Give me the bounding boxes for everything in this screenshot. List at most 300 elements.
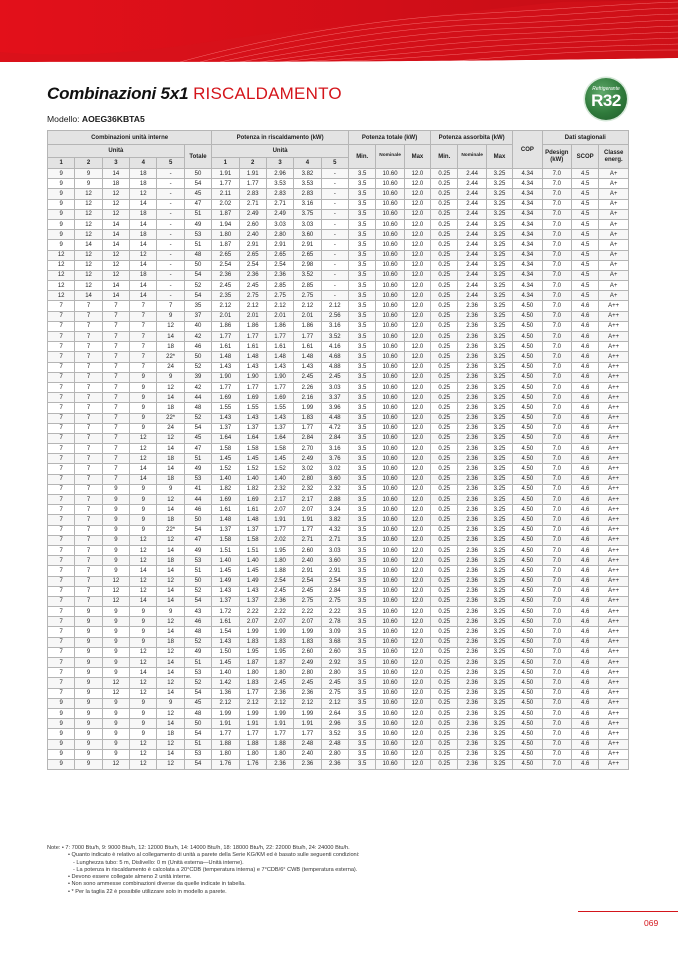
table-cell: 2.12: [239, 301, 266, 311]
table-cell: 10.60: [376, 545, 404, 555]
table-cell: 2.36: [321, 759, 348, 769]
table-cell: 12.0: [404, 270, 430, 280]
table-cell: 12.0: [404, 352, 430, 362]
table-cell: A++: [599, 637, 629, 647]
table-cell: 12: [130, 586, 157, 596]
table-cell: 9: [102, 525, 129, 535]
model-line: [47, 114, 145, 124]
table-cell: 9: [48, 719, 75, 729]
table-cell: 53: [184, 474, 211, 484]
table-cell: 4.6: [571, 556, 598, 566]
table-cell: 4.50: [513, 372, 542, 382]
table-cell: 3.5: [349, 515, 376, 525]
table-cell: 1.80: [266, 556, 293, 566]
table-row: [48, 759, 629, 769]
table-cell: 12: [157, 495, 184, 505]
table-cell: 4.6: [571, 515, 598, 525]
table-cell: 9: [48, 759, 75, 769]
table-cell: 3.5: [349, 729, 376, 739]
table-cell: 1.69: [239, 495, 266, 505]
table-cell: 7: [130, 301, 157, 311]
table-cell: 7: [48, 474, 75, 484]
table-cell: 3.96: [321, 403, 348, 413]
table-cell: 1.77: [239, 382, 266, 392]
table-cell: 1.45: [239, 454, 266, 464]
table-cell: 2.07: [266, 617, 293, 627]
table-cell: 3.5: [349, 352, 376, 362]
table-cell: 7: [75, 301, 102, 311]
table-cell: 2.65: [294, 250, 321, 260]
table-cell: 12.0: [404, 464, 430, 474]
table-cell: 12.0: [404, 230, 430, 240]
table-cell: 1.91: [212, 169, 239, 179]
table-cell: 18: [102, 179, 129, 189]
table-cell: 1.61: [212, 342, 239, 352]
table-cell: 54: [184, 759, 211, 769]
table-cell: A++: [599, 332, 629, 342]
table-cell: 51: [184, 739, 211, 749]
table-cell: 3.25: [486, 393, 512, 403]
table-cell: 0.25: [431, 719, 458, 729]
table-cell: 3.5: [349, 270, 376, 280]
table-cell: 12: [130, 759, 157, 769]
table-cell: A+: [599, 179, 629, 189]
table-cell: 12: [48, 291, 75, 301]
table-cell: 10.60: [376, 474, 404, 484]
table-cell: 2.36: [458, 576, 486, 586]
table-cell: 3.25: [486, 729, 512, 739]
table-cell: 7.0: [542, 423, 571, 433]
table-cell: 3.25: [486, 250, 512, 260]
table-cell: A++: [599, 352, 629, 362]
table-cell: 3.5: [349, 505, 376, 515]
table-cell: 9: [102, 484, 129, 494]
table-cell: 12: [75, 281, 102, 291]
table-cell: 7.0: [542, 301, 571, 311]
table-cell: 7.0: [542, 433, 571, 443]
table-cell: 2.80: [294, 474, 321, 484]
table-cell: 3.5: [349, 332, 376, 342]
table-cell: 1.83: [239, 637, 266, 647]
table-cell: 12: [130, 749, 157, 759]
table-cell: 7: [48, 311, 75, 321]
table-cell: 12: [102, 759, 129, 769]
table-cell: 0.25: [431, 250, 458, 260]
table-cell: 7.0: [542, 668, 571, 678]
table-cell: 12.0: [404, 688, 430, 698]
table-cell: 7: [157, 301, 184, 311]
table-cell: 12.0: [404, 423, 430, 433]
table-cell: 2.01: [266, 311, 293, 321]
table-cell: 12: [75, 209, 102, 219]
table-cell: 0.25: [431, 352, 458, 362]
table-cell: 3.25: [486, 321, 512, 331]
table-cell: 4.6: [571, 525, 598, 535]
table-cell: A+: [599, 281, 629, 291]
table-row: [48, 484, 629, 494]
table-row: [48, 729, 629, 739]
table-cell: 12.0: [404, 607, 430, 617]
header-heat-unit-1: 1: [212, 158, 239, 169]
table-cell: 2.12: [239, 698, 266, 708]
table-cell: 2.36: [294, 688, 321, 698]
table-cell: 1.43: [266, 413, 293, 423]
table-cell: 14: [75, 291, 102, 301]
table-cell: 12.0: [404, 454, 430, 464]
table-cell: 4.6: [571, 372, 598, 382]
table-cell: -: [157, 199, 184, 209]
table-row: [48, 566, 629, 576]
table-cell: 9: [102, 495, 129, 505]
header-heat-unit-5: 5: [321, 158, 348, 169]
table-cell: 10.60: [376, 352, 404, 362]
table-cell: 12: [48, 260, 75, 270]
table-cell: 9: [75, 627, 102, 637]
table-cell: 54: [184, 688, 211, 698]
table-cell: 0.25: [431, 230, 458, 240]
table-cell: A+: [599, 209, 629, 219]
table-cell: 2.36: [458, 698, 486, 708]
table-cell: 2.01: [239, 311, 266, 321]
table-cell: 3.37: [321, 393, 348, 403]
table-cell: 12.0: [404, 535, 430, 545]
table-cell: 7: [48, 545, 75, 555]
table-cell: 9: [157, 484, 184, 494]
table-cell: 10.60: [376, 708, 404, 718]
table-cell: 1.43: [212, 586, 239, 596]
table-cell: 3.5: [349, 708, 376, 718]
table-cell: 4.34: [513, 189, 542, 199]
table-cell: A++: [599, 586, 629, 596]
table-cell: 1.40: [239, 556, 266, 566]
table-cell: 3.5: [349, 637, 376, 647]
table-cell: 2.40: [294, 556, 321, 566]
table-cell: 4.6: [571, 627, 598, 637]
table-cell: 7: [48, 495, 75, 505]
table-cell: 12.0: [404, 199, 430, 209]
table-cell: 9: [48, 209, 75, 219]
table-cell: 7: [102, 464, 129, 474]
table-cell: 2.44: [458, 281, 486, 291]
table-cell: 2.71: [294, 535, 321, 545]
table-cell: 7: [48, 668, 75, 678]
table-cell: 1.91: [266, 515, 293, 525]
table-cell: 9: [48, 179, 75, 189]
table-cell: 2.75: [294, 291, 321, 301]
table-cell: 53: [184, 556, 211, 566]
table-cell: 1.83: [294, 637, 321, 647]
table-cell: 7: [102, 382, 129, 392]
table-cell: 18: [157, 637, 184, 647]
table-cell: 2.36: [458, 545, 486, 555]
table-cell: 2.71: [266, 199, 293, 209]
table-cell: 2.40: [294, 749, 321, 759]
table-cell: 9: [75, 637, 102, 647]
table-cell: 7: [75, 576, 102, 586]
table-cell: 7: [102, 423, 129, 433]
table-cell: 51: [184, 658, 211, 668]
table-cell: 3.25: [486, 535, 512, 545]
table-row: [48, 637, 629, 647]
table-cell: 2.48: [321, 739, 348, 749]
table-cell: 3.5: [349, 382, 376, 392]
table-cell: 4.50: [513, 535, 542, 545]
table-cell: 3.5: [349, 688, 376, 698]
table-cell: 2.45: [266, 586, 293, 596]
table-cell: 4.5: [571, 230, 598, 240]
table-cell: 18: [157, 729, 184, 739]
table-cell: 2.07: [239, 617, 266, 627]
table-cell: A++: [599, 505, 629, 515]
table-cell: 14: [130, 596, 157, 606]
table-cell: 2.02: [266, 535, 293, 545]
table-cell: 12: [75, 260, 102, 270]
table-cell: 51: [184, 566, 211, 576]
table-cell: 49: [184, 219, 211, 229]
table-cell: 1.45: [239, 566, 266, 576]
table-cell: 7: [48, 627, 75, 637]
table-cell: 1.77: [294, 423, 321, 433]
table-cell: 4.5: [571, 281, 598, 291]
table-cell: 12: [130, 454, 157, 464]
table-cell: 7.0: [542, 332, 571, 342]
table-cell: -: [321, 291, 348, 301]
table-cell: 3.5: [349, 719, 376, 729]
table-cell: 50: [184, 260, 211, 270]
table-cell: 0.25: [431, 759, 458, 769]
table-cell: 12.0: [404, 596, 430, 606]
table-cell: 4.50: [513, 464, 542, 474]
table-cell: 4.50: [513, 658, 542, 668]
header-unit-4: 4: [130, 158, 157, 169]
table-row: [48, 678, 629, 688]
table-cell: 1.90: [239, 372, 266, 382]
table-cell: 2.36: [458, 464, 486, 474]
table-cell: 1.61: [266, 342, 293, 352]
header-pdesign: Pdesign (kW): [542, 145, 571, 169]
table-cell: 2.36: [458, 739, 486, 749]
table-cell: 1.77: [266, 729, 293, 739]
table-cell: 7: [48, 596, 75, 606]
table-cell: 9: [130, 627, 157, 637]
table-cell: 12.0: [404, 372, 430, 382]
table-cell: 2.36: [458, 566, 486, 576]
table-row: [48, 209, 629, 219]
table-cell: -: [321, 240, 348, 250]
table-cell: 10.60: [376, 658, 404, 668]
table-cell: 12.0: [404, 729, 430, 739]
table-cell: 7.0: [542, 189, 571, 199]
table-cell: 2.36: [458, 423, 486, 433]
table-cell: 2.36: [458, 484, 486, 494]
table-cell: 1.58: [212, 535, 239, 545]
table-cell: 4.6: [571, 729, 598, 739]
table-cell: 3.25: [486, 179, 512, 189]
table-cell: 1.43: [212, 362, 239, 372]
table-cell: 7.0: [542, 658, 571, 668]
table-cell: 4.50: [513, 423, 542, 433]
table-cell: 12: [130, 545, 157, 555]
model-value: AOEG36KBTA5: [81, 114, 145, 124]
table-cell: 1.52: [239, 464, 266, 474]
table-cell: 3.25: [486, 698, 512, 708]
table-cell: 2.36: [458, 403, 486, 413]
table-cell: 2.36: [458, 658, 486, 668]
table-cell: -: [157, 260, 184, 270]
table-cell: 7.0: [542, 545, 571, 555]
table-cell: A++: [599, 403, 629, 413]
table-cell: 14: [157, 749, 184, 759]
table-row: [48, 321, 629, 331]
table-cell: 0.25: [431, 454, 458, 464]
table-cell: 7: [102, 352, 129, 362]
table-cell: 7.0: [542, 403, 571, 413]
table-cell: 12.0: [404, 209, 430, 219]
table-cell: 10.60: [376, 525, 404, 535]
table-cell: 1.95: [239, 647, 266, 657]
table-cell: 4.50: [513, 729, 542, 739]
table-cell: 51: [184, 209, 211, 219]
table-cell: 50: [184, 719, 211, 729]
table-cell: 2.36: [458, 342, 486, 352]
table-cell: 7: [48, 525, 75, 535]
table-cell: 14: [157, 688, 184, 698]
table-cell: 4.72: [321, 423, 348, 433]
table-cell: 4.50: [513, 576, 542, 586]
table-cell: 10.60: [376, 393, 404, 403]
table-row: [48, 698, 629, 708]
table-cell: 7.0: [542, 250, 571, 260]
header-totale: Totale: [184, 145, 211, 169]
table-cell: 12: [157, 382, 184, 392]
table-cell: 7.0: [542, 586, 571, 596]
table-cell: 10.60: [376, 311, 404, 321]
table-cell: 2.84: [321, 586, 348, 596]
table-cell: 9: [75, 179, 102, 189]
table-cell: 7.0: [542, 260, 571, 270]
table-cell: 2.36: [458, 382, 486, 392]
table-cell: 3.5: [349, 372, 376, 382]
table-row: [48, 708, 629, 718]
table-cell: 2.44: [458, 250, 486, 260]
table-cell: 9: [48, 729, 75, 739]
table-cell: 9: [130, 413, 157, 423]
table-cell: 4.50: [513, 454, 542, 464]
table-cell: 1.87: [266, 658, 293, 668]
table-cell: 4.50: [513, 545, 542, 555]
table-cell: 3.03: [266, 219, 293, 229]
table-cell: 7: [75, 321, 102, 331]
table-cell: 14: [130, 281, 157, 291]
table-row: [48, 250, 629, 260]
header-min-2: Min.: [431, 145, 458, 169]
table-cell: 12.0: [404, 617, 430, 627]
table-cell: 3.53: [266, 179, 293, 189]
table-cell: 3.25: [486, 413, 512, 423]
table-cell: 3.52: [321, 332, 348, 342]
table-cell: 1.43: [294, 362, 321, 372]
table-cell: A++: [599, 688, 629, 698]
table-cell: 9: [48, 708, 75, 718]
table-cell: 7: [102, 454, 129, 464]
table-cell: 7.0: [542, 678, 571, 688]
table-cell: 1.40: [212, 668, 239, 678]
table-cell: 2.44: [458, 291, 486, 301]
model-label: Modello:: [47, 114, 80, 124]
table-row: [48, 525, 629, 535]
table-cell: 2.60: [294, 647, 321, 657]
table-cell: 12: [102, 688, 129, 698]
table-cell: A++: [599, 627, 629, 637]
table-cell: 3.03: [294, 219, 321, 229]
table-cell: 2.71: [239, 199, 266, 209]
table-cell: 1.43: [212, 637, 239, 647]
table-cell: -: [157, 270, 184, 280]
table-cell: 10.60: [376, 342, 404, 352]
table-cell: 9: [102, 566, 129, 576]
table-cell: 1.40: [239, 474, 266, 484]
table-row: [48, 658, 629, 668]
table-cell: 12.0: [404, 291, 430, 301]
header-cop: COP: [513, 131, 542, 169]
table-cell: 18: [130, 169, 157, 179]
table-cell: 10.60: [376, 189, 404, 199]
table-row: [48, 444, 629, 454]
table-cell: 1.99: [239, 627, 266, 637]
table-cell: 12: [102, 596, 129, 606]
table-cell: 12.0: [404, 719, 430, 729]
table-cell: 2.12: [212, 698, 239, 708]
table-cell: 42: [184, 332, 211, 342]
table-cell: -: [321, 270, 348, 280]
table-cell: 3.25: [486, 688, 512, 698]
table-cell: 9: [102, 556, 129, 566]
table-cell: A++: [599, 668, 629, 678]
table-cell: 0.25: [431, 433, 458, 443]
table-cell: 0.25: [431, 332, 458, 342]
table-cell: -: [321, 179, 348, 189]
table-cell: 3.09: [321, 627, 348, 637]
table-cell: 0.25: [431, 179, 458, 189]
table-cell: 10.60: [376, 362, 404, 372]
table-cell: 7: [48, 413, 75, 423]
table-cell: 0.25: [431, 169, 458, 179]
table-cell: 9: [48, 240, 75, 250]
table-cell: 2.36: [458, 678, 486, 688]
table-cell: 14: [130, 464, 157, 474]
header-absorbed: Potenza assorbita (kW): [431, 131, 513, 145]
table-cell: 1.77: [266, 332, 293, 342]
table-cell: 3.25: [486, 372, 512, 382]
table-cell: 9: [102, 505, 129, 515]
table-cell: 3.5: [349, 219, 376, 229]
header-heating: Potenza in riscaldamento (kW): [212, 131, 349, 145]
table-cell: 10.60: [376, 729, 404, 739]
table-cell: 46: [184, 505, 211, 515]
table-cell: 4.6: [571, 749, 598, 759]
table-cell: 3.25: [486, 281, 512, 291]
table-cell: 54: [184, 179, 211, 189]
table-cell: 12: [157, 759, 184, 769]
table-row: [48, 199, 629, 209]
combinations-table: [47, 130, 629, 770]
table-cell: 3.53: [294, 179, 321, 189]
table-cell: 53: [184, 230, 211, 240]
table-cell: 9: [48, 739, 75, 749]
table-cell: 7.0: [542, 576, 571, 586]
table-cell: -: [157, 291, 184, 301]
table-cell: 4.6: [571, 576, 598, 586]
